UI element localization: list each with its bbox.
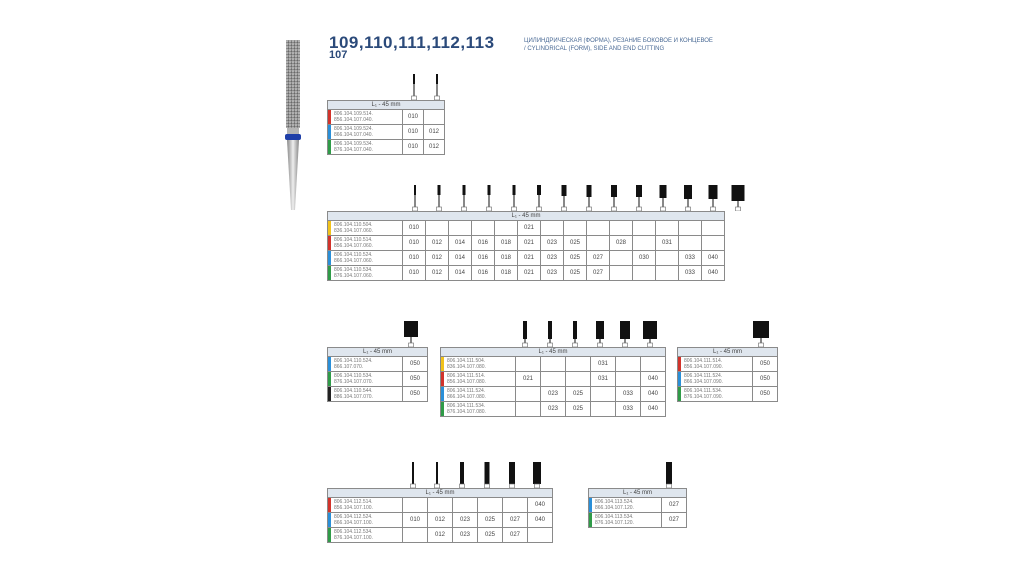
bur-tool-icon xyxy=(629,185,649,211)
article-code: 806.104.111.504. xyxy=(447,358,486,364)
size-value-cell xyxy=(564,221,587,236)
size-value-cell xyxy=(679,236,702,251)
bur-tool-icon xyxy=(427,74,447,100)
table-row xyxy=(328,513,553,528)
size-value-cell xyxy=(633,221,656,236)
grit-color-marker xyxy=(441,357,444,371)
size-value-cell xyxy=(516,387,541,402)
grit-color-marker xyxy=(678,357,681,371)
article-code: 866.104.107.060. xyxy=(334,258,373,264)
article-code: 806.104.110.524. xyxy=(334,358,373,364)
table-header-row xyxy=(678,348,778,357)
size-value-cell: 014 xyxy=(449,251,472,266)
article-code: 806.104.113.524. xyxy=(595,499,634,505)
grit-color-marker xyxy=(589,498,592,512)
size-value-cell xyxy=(591,402,616,417)
size-value-cell: 023 xyxy=(453,513,478,528)
size-value-cell xyxy=(656,266,679,281)
size-value-cell: 050 xyxy=(753,387,778,402)
table-header-row xyxy=(328,101,445,110)
article-code: 856.104.107.090. xyxy=(684,364,723,370)
article-code: 806.104.109.514. xyxy=(334,111,373,117)
description-ru: ЦИЛИНДРИЧЕСКАЯ (ФОРМА), РЕЗАНИЕ БОКОВОЕ И КОНЦЕВОЕ xyxy=(524,38,713,44)
size-value-cell xyxy=(541,357,566,372)
grit-color-marker xyxy=(328,110,331,124)
article-code: 856.104.107.100. xyxy=(334,505,373,511)
article-code: 856.104.107.040. xyxy=(334,117,373,123)
article-code: 806.104.110.504. xyxy=(334,222,373,228)
article-code-cell xyxy=(328,125,403,140)
length-label: L₁ - 45 mm xyxy=(328,101,445,110)
article-code-cell xyxy=(678,357,753,372)
size-value-cell: 027 xyxy=(662,513,687,528)
size-value-cell xyxy=(566,357,591,372)
article-code: 876.104.107.100. xyxy=(334,535,373,541)
article-code-cell xyxy=(441,402,516,417)
size-value-cell xyxy=(426,221,449,236)
size-value-cell: 040 xyxy=(641,372,666,387)
size-value-cell xyxy=(702,236,725,251)
size-value-cell: 012 xyxy=(426,266,449,281)
article-code: 806.104.109.524. xyxy=(334,126,373,132)
size-value-cell: 027 xyxy=(662,498,687,513)
article-code-cell xyxy=(328,266,403,281)
size-value-cell xyxy=(633,236,656,251)
bur-tool-icon xyxy=(565,321,585,347)
article-code: 806.104.110.544. xyxy=(334,388,373,394)
size-value-cell: 033 xyxy=(616,402,641,417)
spec-table-t110b xyxy=(327,347,428,402)
table-header-row xyxy=(589,489,687,498)
size-value-cell xyxy=(472,221,495,236)
size-value-cell: 016 xyxy=(472,266,495,281)
article-code: 886.104.107.070. xyxy=(334,394,373,400)
article-code: 866.107.070. xyxy=(334,364,364,370)
size-value-cell: 027 xyxy=(587,251,610,266)
grit-color-marker xyxy=(589,513,592,527)
bur-tool-icon xyxy=(728,185,748,211)
bur-illustration xyxy=(283,40,303,210)
article-code: 806.104.112.524. xyxy=(334,514,373,520)
spec-table-t111 xyxy=(440,347,666,417)
size-value-cell: 025 xyxy=(564,236,587,251)
size-value-cell: 033 xyxy=(679,251,702,266)
size-value-cell: 018 xyxy=(495,236,518,251)
article-code: 806.104.111.514. xyxy=(684,358,723,364)
bur-tool-icon xyxy=(404,74,424,100)
table-row xyxy=(328,266,725,281)
size-value-cell xyxy=(702,221,725,236)
bur-tool-icon xyxy=(515,321,535,347)
size-value-cell xyxy=(449,221,472,236)
article-code-cell xyxy=(328,140,403,155)
table-row xyxy=(328,372,428,387)
size-value-cell: 021 xyxy=(518,251,541,266)
size-value-cell: 050 xyxy=(403,372,428,387)
spec-table-t110 xyxy=(327,211,725,281)
article-code-cell xyxy=(328,221,403,236)
size-value-cell: 010 xyxy=(403,513,428,528)
size-value-cell xyxy=(403,528,428,543)
table-row xyxy=(441,357,666,372)
bur-tool-icon xyxy=(504,185,524,211)
article-code: 836.104.107.060. xyxy=(334,228,373,234)
size-value-cell: 050 xyxy=(753,357,778,372)
size-value-cell: 040 xyxy=(641,387,666,402)
grit-color-marker xyxy=(441,402,444,416)
size-value-cell: 031 xyxy=(591,372,616,387)
size-value-cell: 012 xyxy=(426,236,449,251)
size-value-cell: 040 xyxy=(641,402,666,417)
size-value-cell xyxy=(566,372,591,387)
table-header-row xyxy=(328,348,428,357)
grit-color-marker xyxy=(328,266,331,280)
description-en: / CYLINDRICAL (FORM), SIDE AND END CUTTING xyxy=(524,46,665,52)
size-value-cell xyxy=(516,402,541,417)
article-code: 806.104.110.534. xyxy=(334,267,373,273)
size-value-cell: 027 xyxy=(503,513,528,528)
length-label: L₁ - 45 mm xyxy=(328,489,553,498)
grit-color-marker xyxy=(441,387,444,401)
article-code-cell xyxy=(589,513,662,528)
bur-tool-icon xyxy=(454,185,474,211)
grit-color-marker xyxy=(328,513,331,527)
article-code: 866.104.107.100. xyxy=(334,520,373,526)
article-code-cell xyxy=(678,387,753,402)
grit-color-marker xyxy=(328,125,331,139)
bur-tool-icon xyxy=(604,185,624,211)
article-code: 876.104.107.080. xyxy=(447,409,486,415)
grit-color-marker xyxy=(328,498,331,512)
article-code-cell xyxy=(328,357,403,372)
size-value-cell: 025 xyxy=(564,251,587,266)
size-value-cell: 012 xyxy=(426,251,449,266)
table-header-row xyxy=(328,489,553,498)
size-value-cell: 010 xyxy=(403,236,426,251)
size-value-cell xyxy=(679,221,702,236)
spec-table-t113 xyxy=(588,488,687,528)
size-value-cell: 023 xyxy=(541,402,566,417)
grit-color-marker xyxy=(328,140,331,154)
bur-tool-icon xyxy=(502,462,522,488)
size-value-cell: 025 xyxy=(566,402,591,417)
size-value-cell xyxy=(616,372,641,387)
article-code: 806.104.110.524. xyxy=(334,252,373,258)
size-value-cell: 021 xyxy=(518,266,541,281)
grit-color-marker xyxy=(441,372,444,386)
size-value-cell: 021 xyxy=(518,221,541,236)
size-value-cell xyxy=(587,221,610,236)
article-code: 806.104.111.534. xyxy=(684,388,723,394)
size-value-cell: 014 xyxy=(449,266,472,281)
bur-tool-icon xyxy=(405,185,425,211)
length-label: L₁ - 45 mm xyxy=(589,489,687,498)
size-value-cell: 028 xyxy=(610,236,633,251)
grit-color-marker xyxy=(678,387,681,401)
size-value-cell: 023 xyxy=(541,236,564,251)
article-code: 836.104.107.080. xyxy=(447,364,486,370)
table-row xyxy=(328,110,445,125)
size-value-cell: 010 xyxy=(403,140,424,155)
size-value-cell: 040 xyxy=(702,266,725,281)
bur-tool-icon xyxy=(751,321,771,347)
size-value-cell: 031 xyxy=(591,357,616,372)
size-value-cell xyxy=(503,498,528,513)
article-code: 806.104.111.534. xyxy=(447,403,486,409)
table-row xyxy=(328,387,428,402)
size-value-cell xyxy=(516,357,541,372)
size-value-cell: 014 xyxy=(449,236,472,251)
size-value-cell: 050 xyxy=(403,387,428,402)
bur-tool-icon xyxy=(540,321,560,347)
table-row xyxy=(441,387,666,402)
bur-tool-icon xyxy=(615,321,635,347)
size-value-cell xyxy=(591,387,616,402)
size-value-cell: 033 xyxy=(679,266,702,281)
table-header-row xyxy=(441,348,666,357)
article-code: 806.104.109.534. xyxy=(334,141,373,147)
table-row xyxy=(328,251,725,266)
bur-tool-icon xyxy=(659,462,679,488)
spec-table-t111b xyxy=(677,347,778,402)
size-value-cell: 031 xyxy=(656,236,679,251)
bur-tool-icon xyxy=(554,185,574,211)
table-row xyxy=(589,498,687,513)
table-row xyxy=(678,387,778,402)
article-code-cell xyxy=(328,528,403,543)
article-code-cell xyxy=(441,357,516,372)
size-value-cell: 010 xyxy=(403,266,426,281)
article-code-cell xyxy=(441,387,516,402)
size-value-cell: 023 xyxy=(541,266,564,281)
grit-color-marker xyxy=(328,372,331,386)
table-row xyxy=(328,528,553,543)
article-code: 876.104.107.070. xyxy=(334,379,373,385)
size-value-cell xyxy=(528,528,553,543)
bur-tool-icon xyxy=(590,321,610,347)
size-value-cell: 040 xyxy=(528,498,553,513)
article-code: 876.104.107.120. xyxy=(595,520,634,526)
bur-tool-icon xyxy=(479,185,499,211)
grit-color-marker xyxy=(328,221,331,235)
size-value-cell xyxy=(610,251,633,266)
table-row xyxy=(678,357,778,372)
grit-color-marker xyxy=(328,251,331,265)
size-value-cell: 030 xyxy=(633,251,656,266)
bur-tool-icon xyxy=(640,321,660,347)
article-code-cell xyxy=(328,498,403,513)
article-code: 806.104.111.524. xyxy=(684,373,723,379)
grit-color-marker xyxy=(328,387,331,401)
size-value-cell: 033 xyxy=(616,387,641,402)
length-label: L₁ - 45 mm xyxy=(678,348,778,357)
size-value-cell: 025 xyxy=(566,387,591,402)
size-value-cell: 018 xyxy=(495,266,518,281)
article-code: 806.104.112.514. xyxy=(334,499,373,505)
size-value-cell: 012 xyxy=(424,140,445,155)
bur-tool-icon xyxy=(429,185,449,211)
size-value-cell: 050 xyxy=(753,372,778,387)
size-value-cell: 010 xyxy=(403,221,426,236)
size-value-cell xyxy=(610,221,633,236)
table-row xyxy=(328,498,553,513)
catalog-subnumber: 107 xyxy=(329,49,348,61)
article-code-cell xyxy=(328,372,403,387)
size-value-cell xyxy=(541,372,566,387)
size-value-cell: 025 xyxy=(478,528,503,543)
table-header-row xyxy=(328,212,725,221)
size-value-cell xyxy=(424,110,445,125)
bur-tool-icon xyxy=(527,462,547,488)
grit-color-marker xyxy=(328,528,331,542)
bur-tool-icon xyxy=(401,321,421,347)
size-value-cell: 025 xyxy=(478,513,503,528)
size-value-cell xyxy=(656,251,679,266)
bur-tool-icon xyxy=(703,185,723,211)
size-value-cell: 010 xyxy=(403,125,424,140)
catalog-numbers: 109,110,111,112,113 xyxy=(329,33,495,52)
size-value-cell xyxy=(610,266,633,281)
size-value-cell: 040 xyxy=(702,251,725,266)
size-value-cell: 018 xyxy=(495,251,518,266)
size-value-cell xyxy=(633,266,656,281)
table-row xyxy=(678,372,778,387)
size-value-cell xyxy=(428,498,453,513)
article-code-cell xyxy=(678,372,753,387)
size-value-cell xyxy=(541,221,564,236)
article-code-cell xyxy=(328,251,403,266)
length-label: L₁ - 45 mm xyxy=(328,348,428,357)
article-code: 806.104.110.514. xyxy=(334,237,373,243)
article-code: 856.104.107.080. xyxy=(447,379,486,385)
size-value-cell: 021 xyxy=(518,236,541,251)
article-code-cell xyxy=(328,236,403,251)
size-value-cell: 023 xyxy=(453,528,478,543)
length-label: L₁ - 45 mm xyxy=(441,348,666,357)
grit-color-marker xyxy=(328,357,331,371)
size-value-cell: 023 xyxy=(541,387,566,402)
size-value-cell xyxy=(616,357,641,372)
article-code: 806.104.113.534. xyxy=(595,514,634,520)
size-value-cell: 025 xyxy=(564,266,587,281)
table-row xyxy=(328,236,725,251)
size-value-cell: 012 xyxy=(428,513,453,528)
size-value-cell: 021 xyxy=(516,372,541,387)
size-value-cell: 012 xyxy=(428,528,453,543)
size-value-cell: 023 xyxy=(541,251,564,266)
size-value-cell xyxy=(495,221,518,236)
article-code-cell xyxy=(328,513,403,528)
bur-tool-icon xyxy=(653,185,673,211)
size-value-cell: 012 xyxy=(424,125,445,140)
size-value-cell xyxy=(453,498,478,513)
bur-tool-icon xyxy=(427,462,447,488)
grit-color-marker xyxy=(328,236,331,250)
table-row xyxy=(328,125,445,140)
table-row xyxy=(441,372,666,387)
article-code: 806.104.110.534. xyxy=(334,373,373,379)
bur-tool-icon xyxy=(452,462,472,488)
size-value-cell: 010 xyxy=(403,251,426,266)
bur-tool-icon xyxy=(477,462,497,488)
size-value-cell: 027 xyxy=(587,266,610,281)
spec-table-t112 xyxy=(327,488,553,543)
bur-tool-icon xyxy=(678,185,698,211)
article-code: 876.104.107.060. xyxy=(334,273,373,279)
size-value-cell xyxy=(478,498,503,513)
article-code: 856.104.107.060. xyxy=(334,243,373,249)
length-label: L₁ - 45 mm xyxy=(328,212,725,221)
article-code-cell xyxy=(328,110,403,125)
article-code: 806.104.112.534. xyxy=(334,529,373,535)
bur-tool-icon xyxy=(529,185,549,211)
table-row xyxy=(328,357,428,372)
bur-tool-icon xyxy=(403,462,423,488)
table-row xyxy=(328,140,445,155)
article-code: 866.104.107.120. xyxy=(595,505,634,511)
article-code-cell xyxy=(328,387,403,402)
article-code: 876.104.107.040. xyxy=(334,147,373,153)
article-code: 866.104.107.090. xyxy=(684,379,723,385)
article-code: 806.104.111.524. xyxy=(447,388,486,394)
bur-tool-icon xyxy=(579,185,599,211)
size-value-cell xyxy=(656,221,679,236)
size-value-cell: 027 xyxy=(503,528,528,543)
article-code: 806.104.111.514. xyxy=(447,373,486,379)
size-value-cell xyxy=(641,357,666,372)
article-code: 876.104.107.090. xyxy=(684,394,723,400)
size-value-cell xyxy=(587,236,610,251)
article-code: 866.104.107.080. xyxy=(447,394,486,400)
size-value-cell xyxy=(403,498,428,513)
article-code-cell xyxy=(589,498,662,513)
article-code: 866.104.107.040. xyxy=(334,132,373,138)
size-value-cell: 016 xyxy=(472,251,495,266)
size-value-cell: 040 xyxy=(528,513,553,528)
size-value-cell: 010 xyxy=(403,110,424,125)
spec-table-t109 xyxy=(327,100,445,155)
table-row xyxy=(441,402,666,417)
table-row xyxy=(328,221,725,236)
table-row xyxy=(589,513,687,528)
shape-description xyxy=(524,37,713,53)
grit-color-marker xyxy=(678,372,681,386)
size-value-cell: 050 xyxy=(403,357,428,372)
size-value-cell: 016 xyxy=(472,236,495,251)
article-code-cell xyxy=(441,372,516,387)
